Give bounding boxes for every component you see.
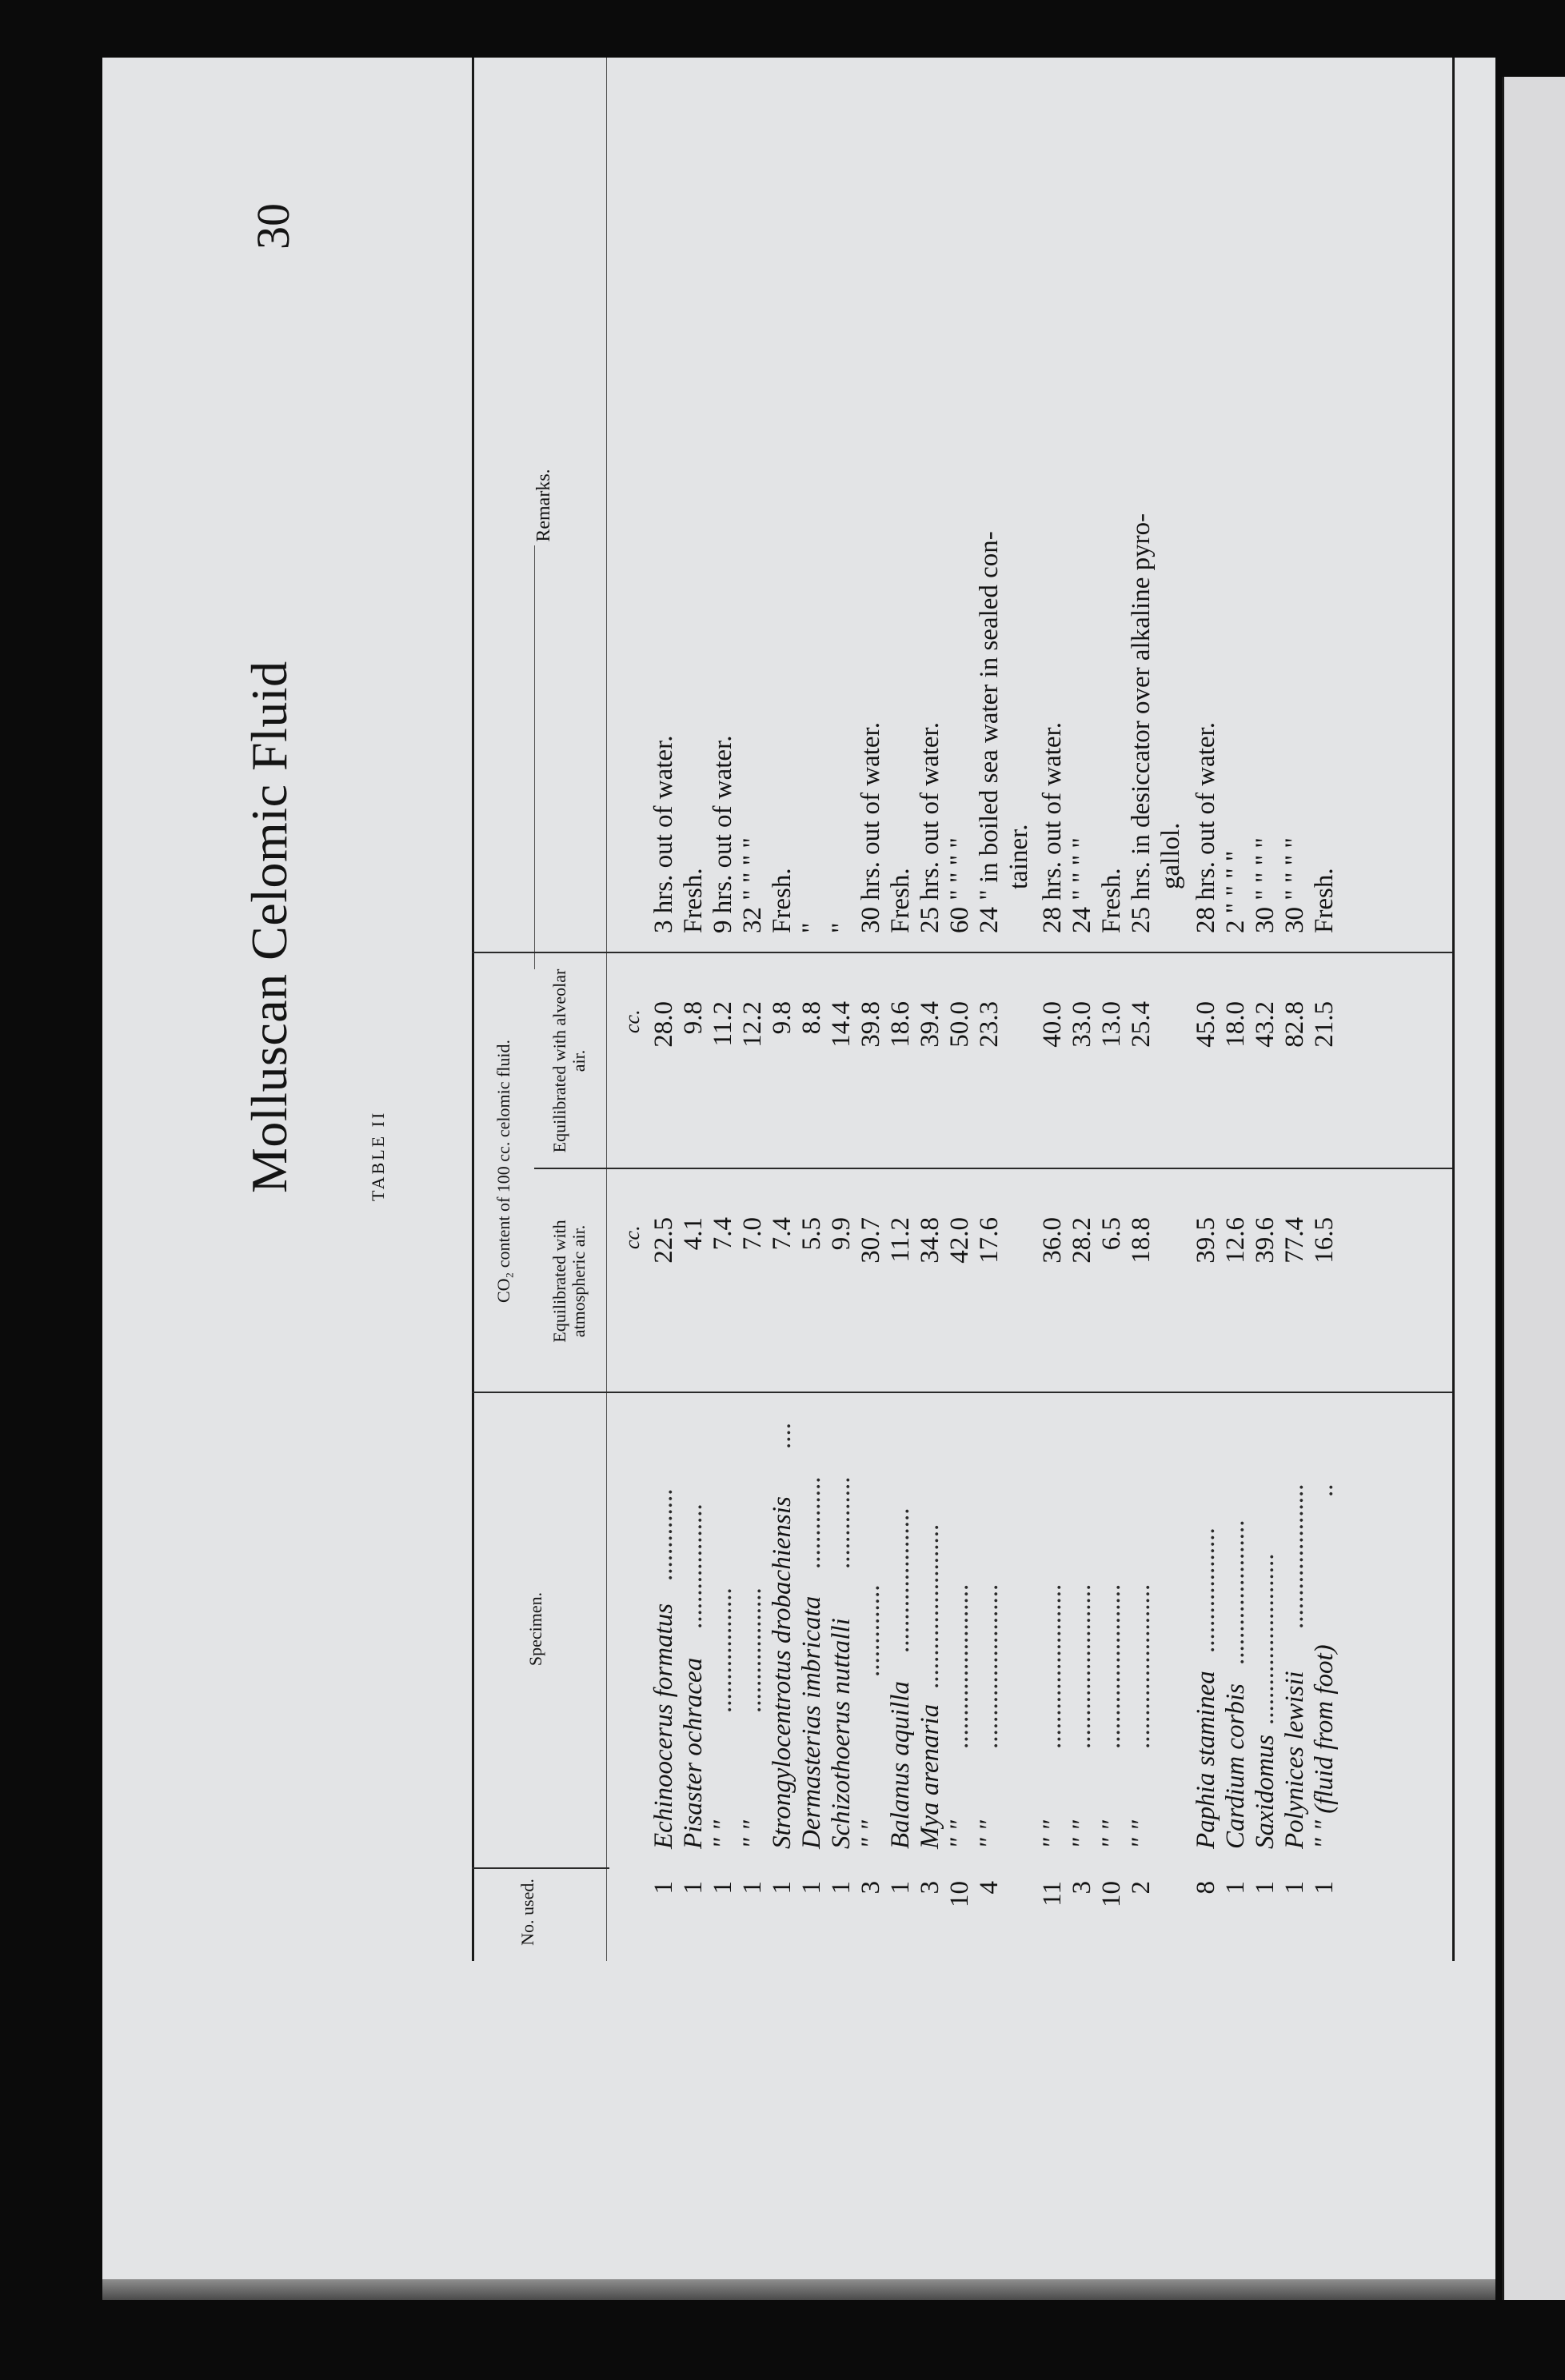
cell-leader-dots: ...................... bbox=[1221, 1519, 1250, 1665]
col-sep-2 bbox=[472, 1392, 1452, 1393]
cell-no-used: 3 bbox=[1068, 1881, 1096, 1895]
cell-leader-dots: .............. bbox=[649, 1488, 678, 1581]
cell-remarks: 30 " " " " bbox=[1251, 837, 1280, 933]
cell-no-used: 11 bbox=[1038, 1881, 1067, 1907]
cell-equil-atmospheric: 4.1 bbox=[679, 1217, 708, 1251]
page-number: 30 bbox=[247, 203, 299, 250]
cell-specimen: " " bbox=[709, 1820, 737, 1849]
cell-leader-dots: ......................... bbox=[1038, 1583, 1067, 1749]
cell-equil-alveolar: 33.0 bbox=[1068, 1001, 1096, 1048]
cell-remarks-continued: gallol. bbox=[1156, 822, 1185, 889]
cell-specimen: Schizothoerus nuttalli bbox=[827, 1618, 856, 1849]
cell-leader-dots: .......................... bbox=[1251, 1553, 1280, 1725]
cell-no-used: 8 bbox=[1192, 1881, 1220, 1895]
cell-equil-alveolar: 50.0 bbox=[945, 1001, 974, 1048]
cell-leader-dots: ................... bbox=[709, 1587, 737, 1713]
facing-page-edge bbox=[1502, 77, 1565, 2300]
cell-specimen: Cardium corbis bbox=[1221, 1683, 1250, 1849]
cell-leader-dots: ......................... bbox=[945, 1583, 974, 1749]
unit-alveolar: cc. bbox=[621, 1009, 644, 1033]
cell-specimen: " " bbox=[1068, 1820, 1096, 1849]
cell-no-used: 3 bbox=[856, 1881, 885, 1895]
header-bottom-rule bbox=[606, 58, 607, 1961]
cell-remarks-continued: tainer. bbox=[1004, 824, 1033, 889]
cell-equil-alveolar: 25.4 bbox=[1127, 1001, 1156, 1048]
rotated-content bbox=[102, 58, 1494, 2265]
cell-leader-dots: ......................... bbox=[1127, 1583, 1156, 1749]
cell-equil-atmospheric: 39.5 bbox=[1192, 1217, 1220, 1264]
cell-equil-alveolar: 8.8 bbox=[797, 1001, 826, 1035]
cell-specimen: Mya arenaria bbox=[916, 1703, 944, 1849]
cell-no-used: 4 bbox=[975, 1881, 1004, 1895]
cell-equil-atmospheric: 18.8 bbox=[1127, 1217, 1156, 1264]
cell-equil-alveolar: 11.2 bbox=[709, 1001, 737, 1047]
cell-leader-dots: ......................... bbox=[1068, 1583, 1096, 1749]
cell-remarks: " bbox=[827, 922, 856, 933]
cell-equil-atmospheric: 5.5 bbox=[797, 1217, 826, 1251]
cell-equil-alveolar: 28.0 bbox=[649, 1001, 678, 1048]
cell-equil-atmospheric: 11.2 bbox=[886, 1217, 915, 1263]
cell-no-used: 1 bbox=[886, 1881, 915, 1895]
cell-equil-atmospheric: 16.5 bbox=[1310, 1217, 1339, 1264]
cell-equil-alveolar: 23.3 bbox=[975, 1001, 1004, 1048]
cell-remarks: 28 hrs. out of water. bbox=[1038, 722, 1067, 933]
cell-remarks: 24 " in boiled sea water in sealed con- bbox=[975, 531, 1004, 933]
cell-no-used: 1 bbox=[649, 1881, 678, 1895]
cell-leader-dots: .............. bbox=[827, 1476, 856, 1569]
cell-equil-atmospheric: 42.0 bbox=[945, 1217, 974, 1264]
cell-specimen: Strongylocentrotus drobachiensis bbox=[768, 1496, 796, 1849]
cell-equil-atmospheric: 36.0 bbox=[1038, 1217, 1067, 1264]
cell-specimen: " " bbox=[856, 1820, 885, 1849]
cell-specimen: " " bbox=[1038, 1820, 1067, 1849]
cell-equil-atmospheric: 30.7 bbox=[856, 1217, 885, 1264]
cell-equil-alveolar: 18.0 bbox=[1221, 1001, 1250, 1048]
cell-equil-atmospheric: 12.6 bbox=[1221, 1217, 1250, 1264]
cell-remarks: 32 " " " " bbox=[738, 837, 767, 933]
cell-equil-alveolar: 21.5 bbox=[1310, 1001, 1339, 1048]
col-sep-4 bbox=[472, 952, 1452, 953]
cell-remarks: 9 hrs. out of water. bbox=[709, 735, 737, 933]
header-equil-alveolar: Equilibrated with alveolar air. bbox=[549, 968, 589, 1153]
cell-equil-atmospheric: 7.0 bbox=[738, 1217, 767, 1251]
table-top-rule bbox=[472, 58, 474, 1961]
cell-leader-dots: .............. bbox=[797, 1476, 826, 1569]
col-sep-1 bbox=[472, 1867, 609, 1869]
cell-remarks: Fresh. bbox=[1310, 868, 1339, 933]
cell-equil-atmospheric: 7.4 bbox=[709, 1217, 737, 1251]
cell-no-used: 1 bbox=[827, 1881, 856, 1895]
cell-leader-dots: ......................... bbox=[1097, 1583, 1126, 1749]
header-co2-group: CO₂ content of 100 cc. celomic fluid. bbox=[493, 1039, 513, 1304]
book-page bbox=[102, 58, 1495, 2289]
cell-equil-alveolar: 14.4 bbox=[827, 1001, 856, 1048]
cell-specimen: " " bbox=[1097, 1820, 1126, 1849]
cell-equil-alveolar: 43.2 bbox=[1251, 1001, 1280, 1048]
cell-no-used: 1 bbox=[738, 1881, 767, 1895]
header-no-used: No. used. bbox=[517, 1879, 537, 1946]
cell-leader-dots: ................... bbox=[679, 1503, 708, 1629]
running-head: Molluscan Celomic Fluid bbox=[241, 661, 297, 1193]
cell-specimen: Paphia staminea bbox=[1192, 1671, 1220, 1849]
cell-equil-alveolar: 13.0 bbox=[1097, 1001, 1126, 1048]
cell-remarks: 60 " " " " bbox=[945, 837, 974, 933]
cell-leader-dots: .. bbox=[1310, 1484, 1339, 1497]
cell-remarks: " bbox=[797, 922, 826, 933]
cell-leader-dots: ................... bbox=[738, 1587, 767, 1713]
cell-no-used: 10 bbox=[945, 1881, 974, 1907]
unit-atmospheric: cc. bbox=[621, 1225, 644, 1249]
cell-equil-atmospheric: 22.5 bbox=[649, 1217, 678, 1264]
cell-no-used: 3 bbox=[916, 1881, 944, 1895]
cell-equil-alveolar: 9.8 bbox=[768, 1001, 796, 1035]
cell-no-used: 1 bbox=[679, 1881, 708, 1895]
cell-specimen: Saxidomus bbox=[1251, 1735, 1280, 1849]
cell-no-used: 10 bbox=[1097, 1881, 1126, 1907]
cell-leader-dots: ...................... bbox=[886, 1507, 915, 1653]
cell-specimen: Polynices lewisii bbox=[1280, 1671, 1309, 1849]
cell-equil-alveolar: 39.4 bbox=[916, 1001, 944, 1048]
cell-leader-dots: ......................... bbox=[916, 1523, 944, 1689]
cell-equil-alveolar: 12.2 bbox=[738, 1001, 767, 1048]
cell-remarks: Fresh. bbox=[768, 868, 796, 933]
cell-no-used: 1 bbox=[768, 1881, 796, 1895]
cell-remarks: 25 hrs. out of water. bbox=[916, 722, 944, 933]
cell-leader-dots: .... bbox=[768, 1423, 796, 1449]
cell-specimen: " " bbox=[1127, 1820, 1156, 1849]
cell-remarks: 30 " " " " bbox=[1280, 837, 1309, 933]
cell-remarks: 3 hrs. out of water. bbox=[649, 735, 678, 933]
cell-remarks: 25 hrs. in desiccator over alkaline pyro- bbox=[1127, 513, 1156, 933]
cell-equil-atmospheric: 9.9 bbox=[827, 1217, 856, 1251]
cell-specimen: " " bbox=[738, 1820, 767, 1849]
cell-remarks: Fresh. bbox=[679, 868, 708, 933]
cell-equil-alveolar: 9.8 bbox=[679, 1001, 708, 1035]
cell-remarks: Fresh. bbox=[1097, 868, 1126, 933]
cell-remarks: 30 hrs. out of water. bbox=[856, 722, 885, 933]
cell-specimen: " " bbox=[945, 1820, 974, 1849]
header-equil-atmospheric: Equilibrated with atmospheric air. bbox=[549, 1220, 589, 1343]
cell-no-used: 2 bbox=[1127, 1881, 1156, 1895]
table-title: TABLE II bbox=[368, 1110, 388, 1201]
cell-equil-atmospheric: 7.4 bbox=[768, 1217, 796, 1251]
cell-specimen: Pisaster ochracea bbox=[679, 1657, 708, 1849]
header-remarks: Remarks. bbox=[533, 469, 554, 542]
cell-no-used: 1 bbox=[1251, 1881, 1280, 1895]
cell-remarks: 28 hrs. out of water. bbox=[1192, 722, 1220, 933]
cell-equil-alveolar: 82.8 bbox=[1280, 1001, 1309, 1048]
cell-equil-atmospheric: 39.6 bbox=[1251, 1217, 1280, 1264]
header-specimen: Specimen. bbox=[525, 1591, 545, 1667]
cell-equil-alveolar: 18.6 bbox=[886, 1001, 915, 1048]
cell-equil-alveolar: 45.0 bbox=[1192, 1001, 1220, 1048]
cell-specimen: Echinoocerus formatus bbox=[649, 1603, 678, 1849]
cell-leader-dots: ...................... bbox=[1280, 1484, 1309, 1629]
cell-no-used: 1 bbox=[709, 1881, 737, 1895]
cell-specimen: Dermasterias imbricata bbox=[797, 1595, 826, 1849]
cell-equil-atmospheric: 28.2 bbox=[1068, 1217, 1096, 1264]
col-sep-3 bbox=[534, 1168, 1452, 1169]
cell-equil-atmospheric: 77.4 bbox=[1280, 1217, 1309, 1264]
cell-specimen: " " (fluid from foot) bbox=[1310, 1644, 1339, 1849]
cell-no-used: 1 bbox=[1310, 1881, 1339, 1895]
page-bottom-shadow bbox=[102, 2279, 1495, 2300]
cell-no-used: 1 bbox=[1221, 1881, 1250, 1895]
cell-no-used: 1 bbox=[1280, 1881, 1309, 1895]
cell-equil-alveolar: 40.0 bbox=[1038, 1001, 1067, 1048]
cell-leader-dots: .............. bbox=[856, 1584, 885, 1677]
cell-specimen: Balanus aquilla bbox=[886, 1681, 915, 1849]
cell-equil-atmospheric: 34.8 bbox=[916, 1217, 944, 1264]
cell-no-used: 1 bbox=[797, 1881, 826, 1895]
cell-remarks: 2 " " " " bbox=[1221, 850, 1250, 933]
cell-remarks: Fresh. bbox=[886, 868, 915, 933]
cell-equil-alveolar: 39.8 bbox=[856, 1001, 885, 1048]
cell-remarks: 24 " " " " bbox=[1068, 837, 1096, 933]
cell-specimen: " " bbox=[975, 1820, 1004, 1849]
table-bottom-rule bbox=[1452, 58, 1455, 1961]
cell-leader-dots: ................... bbox=[1192, 1527, 1220, 1653]
cell-equil-atmospheric: 6.5 bbox=[1097, 1217, 1126, 1251]
cell-equil-atmospheric: 17.6 bbox=[975, 1217, 1004, 1264]
cell-leader-dots: ......................... bbox=[975, 1583, 1004, 1749]
